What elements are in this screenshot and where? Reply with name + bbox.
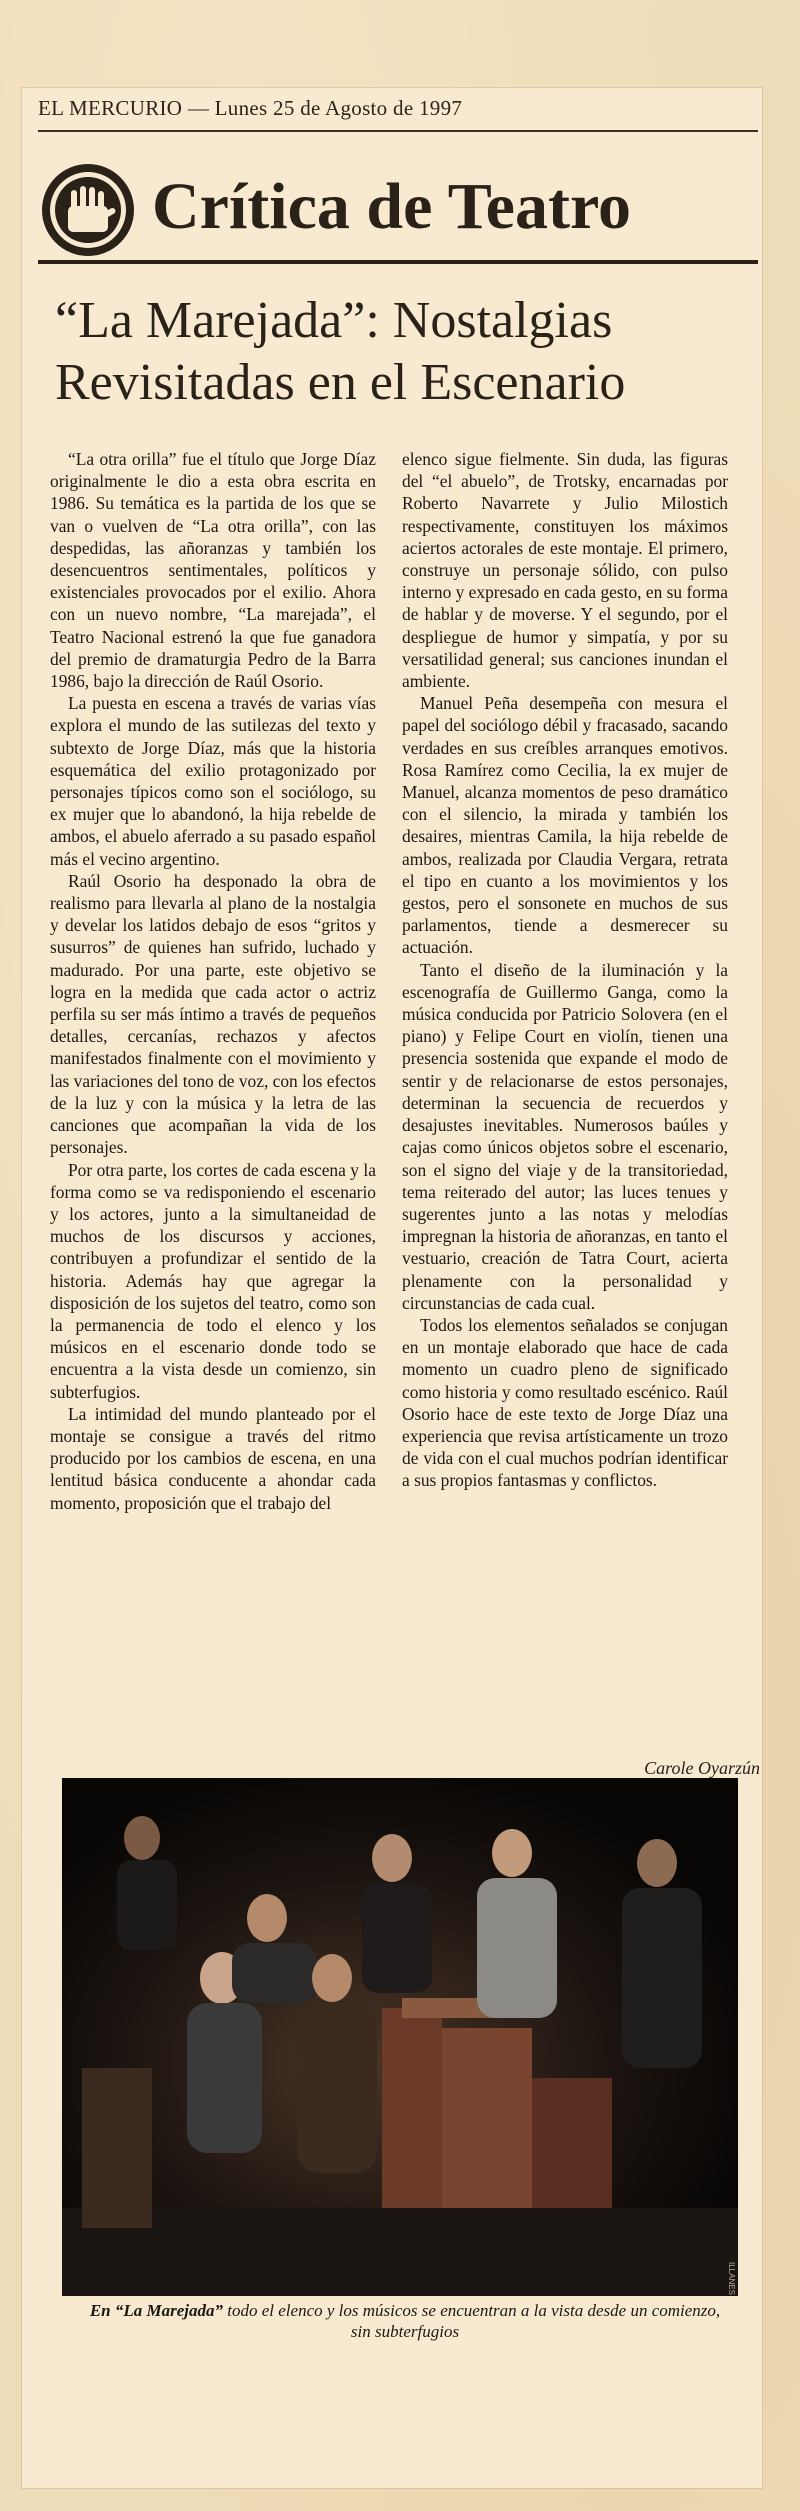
article-paragraph: Todos los elementos señalados se conjugan en un montaje elaborado que hace de cada momento un cuadro pleno de significado como historia y como resultado escénico. Raúl Osorio hace de este texto de Jorge Díaz una experiencia que revisa artísticamente un trozo de vida con el cual muchos podrían identificar a sus propios fantasmas y conflictos. [402, 1314, 728, 1491]
article-paragraph: La intimidad del mundo planteado por el montaje se consigue a través del ritmo producido por los cambios de escena, en una lentitud básica conducente a ahondar cada momento, proposición que el trabajo del [50, 1403, 376, 1513]
article-paragraph: Por otra parte, los cortes de cada escena y la forma como se va redisponiendo el escenario y los actores, junto a la simultaneidad de muchos de los discursos y acciones, contribuyen a profundizar el sentido de la historia. Además hay que agregar la disposición de los sujetos del teatro, como son la permanencia de todo el elenco y los músicos en el escenario donde todo se encuentra a la vista desde un comienzo, sin subterfugios. [50, 1159, 376, 1402]
article-paragraph: Raúl Osorio ha desponado la obra de realismo para llevarla al plano de la nostalgia y develar los latidos debajo de esos “gritos y susurros” de quienes han sufrido, luchado y madurado. Por una parte, este objetivo se logra en la medida que cada actor o actriz perfila su ser más íntimo a través de pequeños detalles, cercanías, rechazos y afectos manifestados finalmente con el movimiento y las variaciones del tono de voz, con los efectos de la luz y con la música y la letra de las canciones que acompañan la vida de los personajes. [50, 870, 376, 1158]
caption-title: En “La Marejada” [89, 2301, 224, 2320]
article-column-right [402, 448, 728, 1492]
author-signature: Carole Oyarzún [644, 1758, 760, 1778]
caption-text: todo el elenco y los músicos se encuentran a la vista desde un comienzo, sin subterfugios [223, 2301, 721, 2341]
masthead: EL MERCURIO — Lunes 25 de Agosto de 1997 [38, 96, 463, 120]
theater-hand-icon [38, 160, 138, 260]
article-paragraph: elenco sigue fielmente. Sin duda, las figuras del “el abuelo”, de Trotsky, encarnadas por Roberto Navarrete y Julio Milostich respectivamente, constituyen los máximos aciertos actorales de este montaje. El primero, construye un personaje sólido, con pulso interno y expresado en cada gesto, en su forma de hablar y de moverse. Y el segundo, por el despliegue de humor y simpatía, y por su versatilidad general; sus canciones inundan el ambiente. [402, 449, 728, 692]
article-column-left [50, 448, 376, 1514]
article-paragraph: La puesta en escena a través de varias vías explora el mundo de las sutilezas del texto y subtexto de Jorge Díaz, más que la historia esquemática del exilio protagonizado por personajes típicos como son el sociólogo, su ex mujer que lo abandonó, la hija rebelde de ambos, el abuelo aferrado a su pasado español más el vecino argentino. [50, 693, 376, 869]
headline: “La Marejada”: Nostalgias Revisitadas en el Escenario [55, 292, 626, 411]
article-paragraph: Tanto el diseño de la iluminación y la escenografía de Guillermo Ganga, como la música conducida por Patricio Solovera (en el piano) y Felipe Court en violín, tienen una presencia sostenida que expande el modo de sentir y de relacionarse de estos personajes, determinan la secuencia de recuerdos y desajustes inevitables. Numerosos baúles y cajas como únicos objetos sobre el escenario, son el signo del viaje y de la transitoriedad, tema reiterado del autor; las luces tenues y sugerentes junto a las notas y melodías impregnan la historia de añoranzas, en tanto el vestuario, creación de Tatra Court, acierta plenamente con la personalidad y circunstancias de cada cual. [402, 959, 728, 1313]
section-rule [38, 260, 758, 264]
article-paragraph: Manuel Peña desempeña con mesura el papel del sociólogo débil y fracasado, sacando verdades en sus creíbles arranques emotivos. Rosa Ramírez como Cecilia, la ex mujer de Manuel, alcanza momentos de peso dramático con el silencio, la mirada y también los desaires, mientras Camila, la hija rebelde de ambos, realizada por Claudia Vergara, retrata el tipo en cuanto a los movimientos y los gestos, pero el sonsonete en muchos de sus parlamentos, tiende a desmerecer su actuación. [402, 693, 728, 958]
photo-caption [80, 2300, 730, 2350]
article-paragraph: “La otra orilla” fue el título que Jorge Díaz originalmente le dio a esta obra escrita en 1986. Su temática es la partida de los que se van o vuelven de “La otra orilla”, con las despedidas, las añoranzas y también los desencuentros sentimentales, políticos y existenciales provocados por el exilio. Ahora con un nuevo nombre, “La marejada”, el Teatro Nacional estrenó la que fue ganadora del premio de dramaturgia Pedro de la Barra 1986, bajo la dirección de Raúl Osorio. [50, 449, 376, 692]
stage-photo-image [62, 1778, 738, 2296]
section-title: Crítica de Teatro [152, 170, 632, 243]
masthead-rule [38, 130, 758, 132]
stage-photo [62, 1778, 738, 2296]
photo-credit: ILLANES [727, 2262, 736, 2295]
